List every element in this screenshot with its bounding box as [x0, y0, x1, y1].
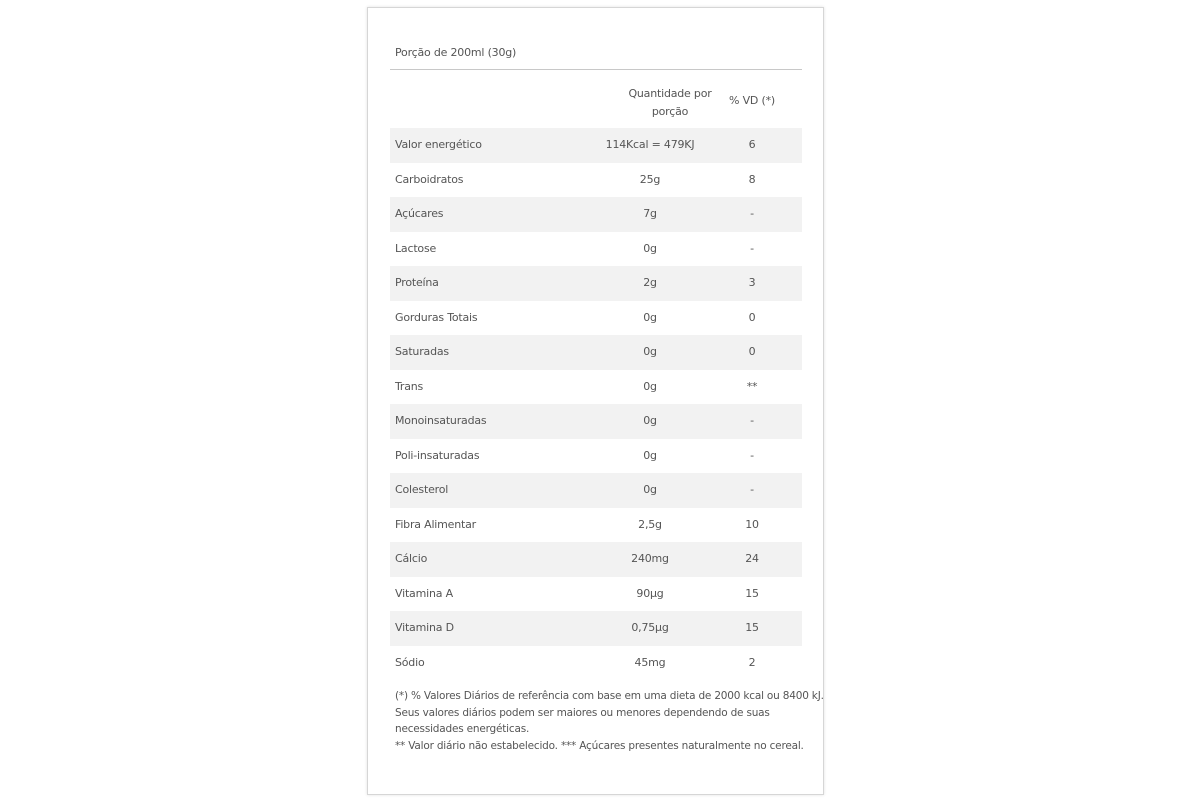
table-row [390, 335, 802, 370]
footnote-line: necessidades energéticas. [395, 723, 530, 735]
nutrient-name: Poli-insaturadas [395, 448, 480, 462]
footnote [395, 688, 824, 754]
nutrient-daily-value: - [750, 207, 754, 220]
nutrient-quantity: 7g [643, 207, 657, 220]
nutrient-name: Carboidratos [395, 172, 464, 186]
nutrient-daily-value: 15 [745, 621, 759, 634]
nutrient-daily-value: - [750, 241, 754, 255]
nutrient-quantity: 114Kcal = 479KJ [605, 138, 695, 151]
divider [390, 69, 802, 70]
nutrient-name: Fibra Alimentar [395, 517, 476, 531]
nutrient-name: Cálcio [395, 552, 428, 565]
nutrient-name: Monoinsaturadas [395, 414, 487, 427]
table-row [390, 508, 802, 543]
header-quantity [600, 85, 740, 121]
nutrient-daily-value: 3 [748, 276, 756, 289]
nutrient-daily-value: 10 [745, 517, 759, 531]
header-daily-value: % VD (*) [729, 94, 775, 107]
nutrient-name: Trans [395, 379, 424, 393]
header-quantity-line2: porção [651, 105, 689, 118]
nutrient-quantity: 45mg [634, 655, 666, 669]
nutrient-daily-value: 0 [748, 345, 756, 358]
nutrient-daily-value: 24 [745, 552, 759, 565]
nutrition-facts-panel [367, 7, 824, 795]
nutrient-quantity: 2,5g [638, 517, 662, 531]
nutrient-quantity: 0g [643, 483, 657, 496]
table-row [390, 611, 802, 646]
table-row [390, 370, 802, 405]
header-quantity-line1: Quantidade por [628, 87, 712, 100]
nutrient-daily-value: 2 [748, 655, 756, 669]
table-row [390, 577, 802, 612]
nutrient-daily-value: - [750, 414, 754, 427]
nutrient-daily-value: - [750, 448, 754, 462]
table-row [390, 404, 802, 439]
nutrient-name: Açúcares [395, 207, 444, 220]
nutrient-quantity: 0g [643, 414, 657, 427]
portion-size: Porção de 200ml (30g) [395, 46, 517, 59]
nutrient-name: Lactose [395, 241, 437, 255]
table-header [390, 80, 802, 128]
table-row [390, 163, 802, 198]
nutrient-quantity: 0g [643, 310, 657, 324]
nutrient-daily-value: 8 [748, 172, 756, 186]
nutrient-daily-value: - [750, 483, 754, 496]
nutrient-quantity: 25g [639, 172, 661, 186]
table-row [390, 301, 802, 336]
nutrient-quantity: 90µg [636, 586, 664, 600]
table-row [390, 646, 802, 681]
nutrient-name: Saturadas [395, 345, 449, 358]
nutrient-quantity: 0,75µg [631, 621, 669, 634]
table-row [390, 197, 802, 232]
nutrient-quantity: 240mg [631, 552, 669, 565]
nutrient-name: Proteína [395, 276, 439, 289]
table-row [390, 473, 802, 508]
nutrient-name: Colesterol [395, 483, 449, 496]
nutrition-table [390, 80, 802, 680]
nutrient-name: Vitamina A [395, 586, 453, 600]
nutrient-quantity: 0g [643, 241, 657, 255]
nutrient-quantity: 0g [643, 448, 657, 462]
table-row [390, 542, 802, 577]
nutrient-daily-value: 6 [748, 138, 756, 151]
nutrient-name: Vitamina D [395, 621, 454, 634]
table-row [390, 232, 802, 267]
nutrient-name: Gorduras Totais [395, 310, 478, 324]
nutrient-quantity: 0g [643, 379, 657, 393]
table-row [390, 128, 802, 163]
nutrient-quantity: 0g [643, 345, 657, 358]
nutrient-daily-value: 0 [748, 310, 756, 324]
nutrient-daily-value: ** [746, 379, 758, 393]
nutrient-name: Valor energético [395, 138, 482, 151]
nutrient-quantity: 2g [643, 276, 657, 289]
nutrient-daily-value: 15 [745, 586, 759, 600]
table-row [390, 439, 802, 474]
footnote-line: Seus valores diários podem ser maiores ou menores dependendo de suas [395, 706, 770, 719]
nutrient-name: Sódio [395, 655, 425, 669]
footnote-line: ** Valor diário não estabelecido. *** Açúcares presentes naturalmente no cereal. [395, 739, 804, 752]
table-row [390, 266, 802, 301]
footnote-line: (*) % Valores Diários de referência com base em uma dieta de 2000 kcal ou 8400 kJ. [395, 690, 824, 702]
